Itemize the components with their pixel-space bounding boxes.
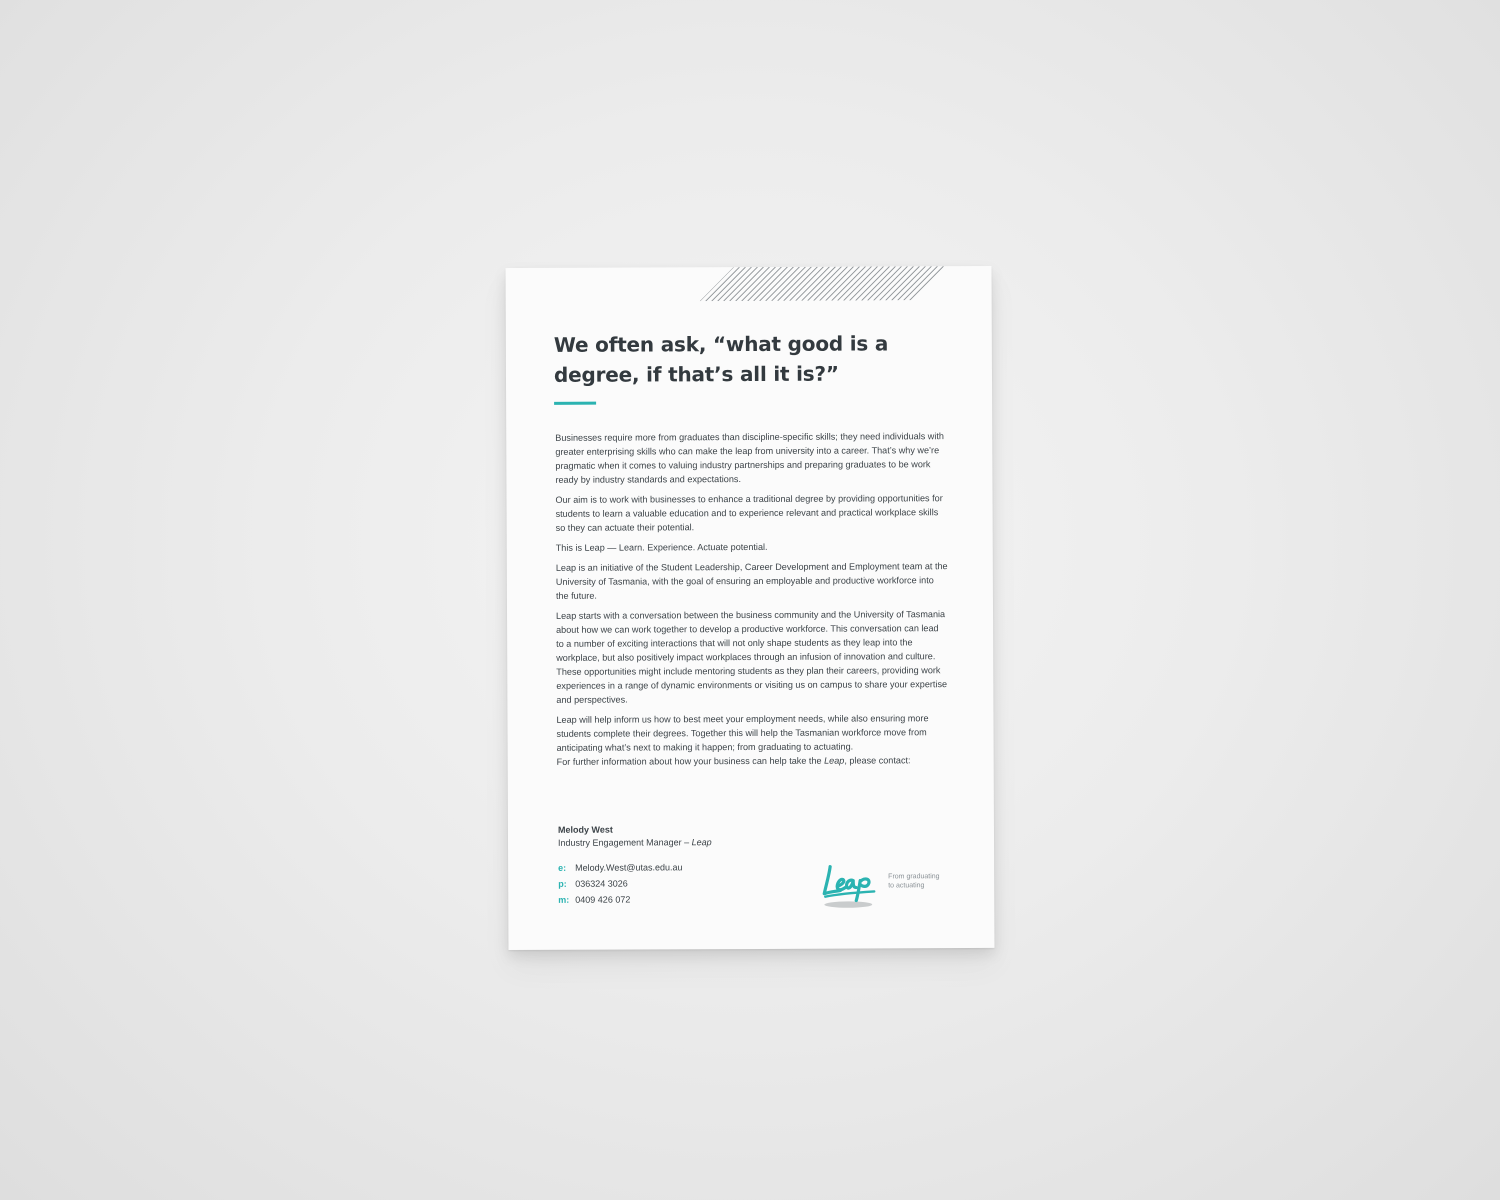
paragraph-2: Our aim is to work with businesses to enhance a traditional degree by providing opportunities for students to learn a valuable education and to experience relevant and practical workplace skills so they can actuate their potential.	[555, 493, 943, 533]
closing-paragraph	[557, 753, 949, 769]
contact-role-program: Leap	[691, 837, 712, 848]
contact-email-row	[558, 859, 778, 876]
phone-label: p:	[558, 878, 567, 889]
contact-role-title: Industry Engagement Manager –	[558, 837, 692, 848]
paragraph-6: Leap will help inform us how to best meet your employment needs, while also ensuring more students complete their degrees. Together this will help the Tasmanian workforce move from anticipating what’s next to making it happen; from graduating to actuating.	[556, 713, 929, 753]
contact-name: Melody West	[557, 824, 613, 835]
contact-mobile-row	[558, 891, 778, 908]
contact-phone-row	[558, 875, 778, 892]
tagline-line-1: From graduating	[888, 873, 940, 881]
contact-block	[558, 823, 778, 908]
paragraph-3: This is Leap — Learn. Experience. Actuate potential.	[555, 541, 768, 553]
tagline-line-2: to actuating	[888, 882, 925, 890]
diagonal-hatch-decoration	[700, 266, 946, 301]
page-headline	[554, 328, 934, 390]
closing-text-end: , please contact:	[844, 755, 911, 766]
hatch-line	[922, 266, 946, 300]
email-label: e:	[558, 862, 567, 873]
hatch-line	[940, 266, 946, 300]
email-value: Melody.West@utas.edu.au	[575, 862, 683, 873]
paragraph-4: Leap is an initiative of the Student Leadership, Career Development and Employment team at the University of Tasmania, with the goal of ensuring an employable and productive workforce into the future.	[555, 561, 948, 601]
closing-emphasis: Leap	[824, 755, 845, 766]
accent-rule	[554, 402, 596, 405]
headline-line-1: We often ask, “what good is a	[553, 331, 889, 357]
hatch-line	[928, 266, 946, 300]
leap-logo-icon	[820, 862, 880, 910]
mobile-value: 0409 426 072	[575, 894, 631, 905]
logo-tagline	[888, 872, 960, 890]
contact-role	[558, 836, 778, 850]
paragraph-5: Leap starts with a conversation between the business community and the University of Tasmania about how we can work together to develop a productive workforce. This conversation can lead to a number of exciting interactions that will not only shape students as they leap into the workplace, but also positively impact workplaces through an infusion of innovation and culture. These opportunities might include mentoring students as they plan their careers, providing work experiences in a range of dynamic environments or visiting us on campus to share your expertise and perspectives.	[556, 609, 948, 705]
paragraph-1: Businesses require more from graduates than discipline-specific skills; they need individuals with greater enterprising skills who can make the leap from university into a career. That’s why we’re pragmatic when it comes to valuing industry partnerships and preparing graduates to be work ready by industry standards and expectations.	[555, 431, 944, 485]
body-copy	[555, 429, 948, 775]
phone-value: 036324 3026	[575, 878, 628, 889]
headline-line-2: degree, if that’s all it is?”	[553, 361, 839, 387]
document-page	[506, 266, 995, 950]
hatch-line	[934, 266, 946, 300]
closing-text: For further information about how your business can help take the	[556, 755, 825, 767]
logo-shadow-ellipse	[824, 901, 872, 908]
mobile-label: m:	[558, 894, 570, 905]
